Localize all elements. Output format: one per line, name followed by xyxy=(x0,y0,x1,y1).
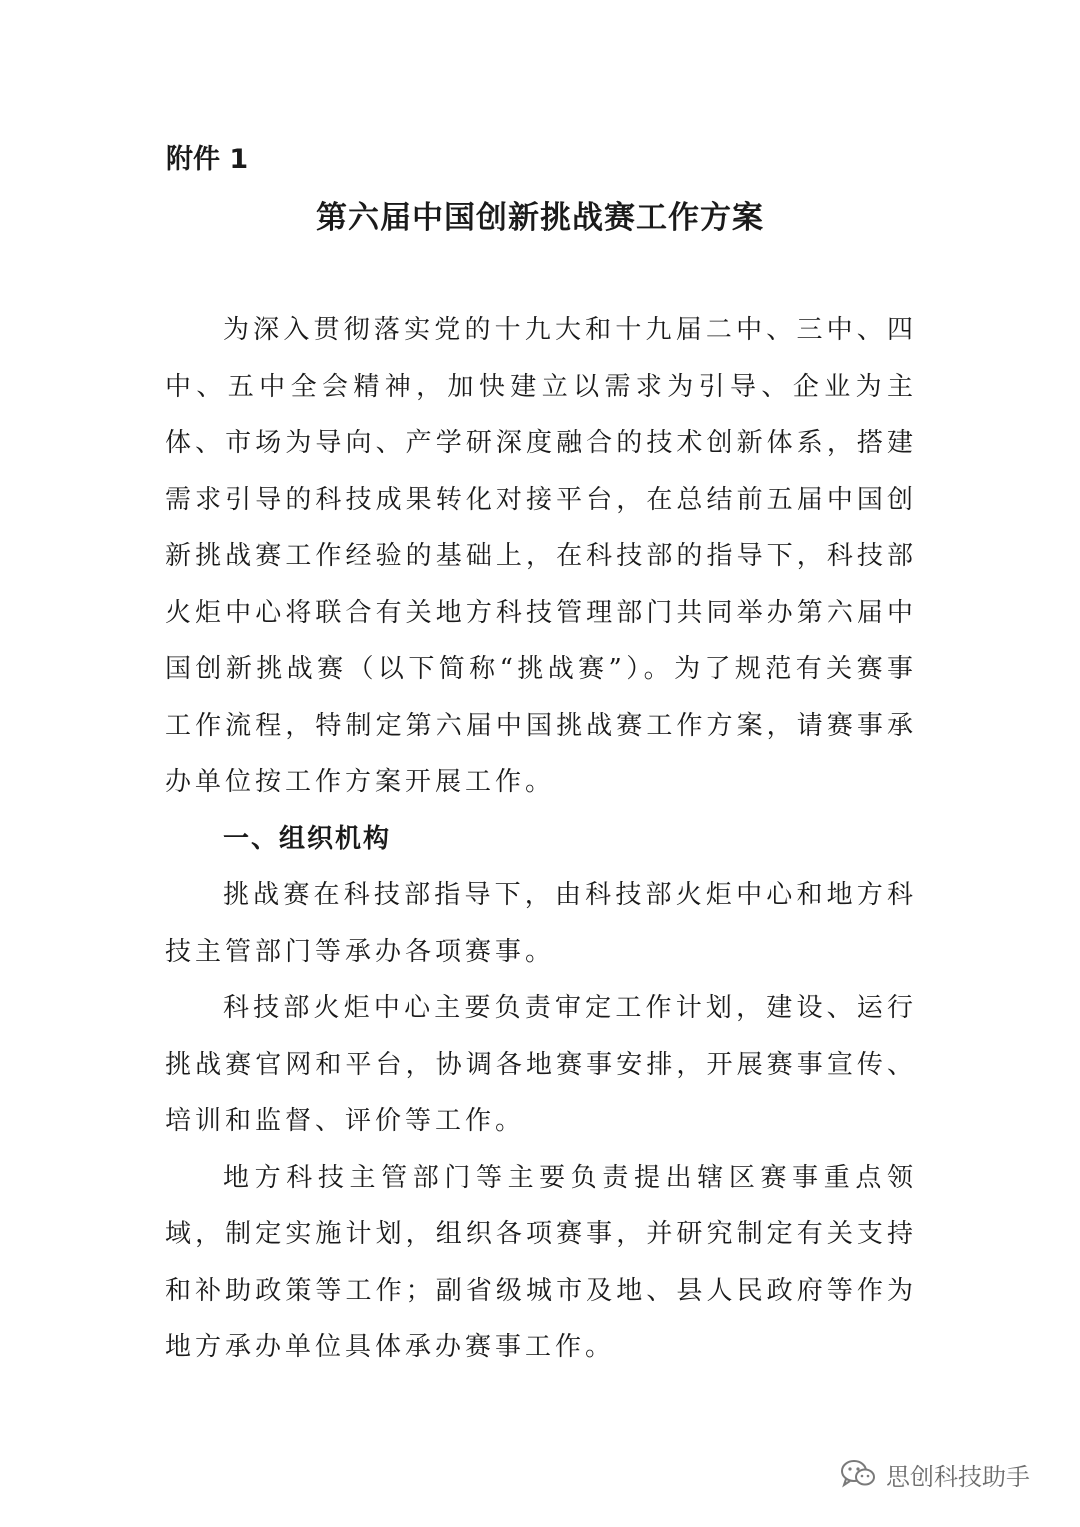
section-paragraph: 科技部火炬中心主要负责审定工作计划，建设、运行挑战赛官网和平台，协调各地赛事安排，开展赛事宣传、培训和监督、评价等工作。 xyxy=(165,993,917,1136)
document-title: 第六届中国创新挑战赛工作方案 xyxy=(316,200,764,236)
account-watermark xyxy=(840,1454,1030,1494)
section-heading-organization: 一、组织机构 xyxy=(223,823,392,854)
section-paragraph: 地方科技主管部门等主要负责提出辖区赛事重点领域，制定实施计划，组织各项赛事，并研究制定有关支持和补助政策等工作；副省级城市及地、县人民政府等作为地方承办单位具体承办赛事工作。 xyxy=(165,1162,917,1362)
watermark-text: 思创科技助手 xyxy=(886,1462,1030,1491)
document-body xyxy=(165,302,917,1376)
attachment-label: 附件 1 xyxy=(166,144,249,175)
wechat-icon xyxy=(840,1459,876,1489)
section-paragraph: 挑战赛在科技部指导下，由科技部火炬中心和地方科技主管部门等承办各项赛事。 xyxy=(165,880,917,967)
intro-paragraph: 为深入贯彻落实党的十九大和十九届二中、三中、四中、五中全会精神，加快建立以需求为引导、企业为主体、市场为导向、产学研深度融合的技术创新体系，搭建需求引导的科技成果转化对接平台，在总结前五届中国创新挑战赛工作经验的基础上，在科技部的指导下，科技部火炬中心将联合有关地方科技管理部门共同举办第六届中国创新挑战赛（以下简称“挑战赛”）。为了规范有关赛事工作流程，特制定第六届中国挑战赛工作方案，请赛事承办单位按工作方案开展工作。 xyxy=(165,315,917,797)
